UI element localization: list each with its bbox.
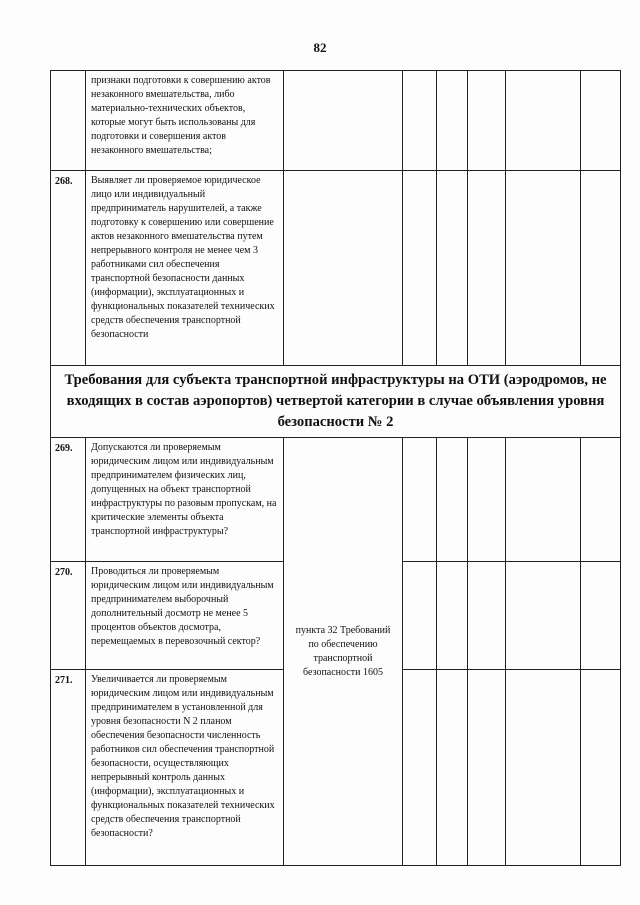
comment-cell [506, 562, 581, 670]
row-number: 268. [51, 171, 86, 366]
table-row [51, 171, 621, 366]
answer-no-cell [437, 562, 468, 670]
row-number: 270. [51, 562, 86, 670]
answer-na-cell [468, 171, 506, 366]
question-text: Увеличивается ли проверяемым юридическим лицом или индивидуальным предпринимателем в установленной для уровня безопасности N 2 планом обеспечения безопасности численность работников сил обеспечения транспортной безопасности, осуществляющих непрерывный контроль данных (информации), эксплуатационных и функциональных показателей технических средств обеспечения транспортной безопасности? [86, 670, 284, 866]
answer-na-cell [468, 670, 506, 866]
question-text: Допускаются ли проверяемым юридическим лицом или индивидуальным предпринимателем физических лиц, допущенных на объект транспортной инфраструктуры по разовым пропускам, на критические элементы объекта транспортной инфраструктуры? [86, 438, 284, 562]
row-number [51, 71, 86, 171]
question-text: признаки подготовки к совершению актов незаконного вмешательства, либо материально-технических объектов, которые могут быть использованы для подготовки и совершения актов незаконного вмешательства; [86, 71, 284, 171]
answer-no-cell [437, 171, 468, 366]
comment-cell [506, 71, 581, 171]
answer-no-cell [437, 670, 468, 866]
answer-yes-cell [403, 171, 437, 366]
comment-cell [506, 670, 581, 866]
note-cell [581, 562, 621, 670]
comment-cell [506, 171, 581, 366]
answer-yes-cell [403, 71, 437, 171]
section-heading: Требования для субъекта транспортной инфраструктуры на ОТИ (аэродромов, не входящих в состав аэропортов) четвертой категории в случае объявления уровня безопасности № 2 [51, 366, 621, 438]
comment-cell [506, 438, 581, 562]
legal-reference: пункта 32 Требований по обеспечению транспортной безопасности 1605 [284, 438, 403, 866]
table-row [51, 71, 621, 171]
section-heading-row [51, 366, 621, 438]
answer-na-cell [468, 562, 506, 670]
answer-no-cell [437, 71, 468, 171]
reference-cell [284, 71, 403, 171]
note-cell [581, 71, 621, 171]
checklist-table [50, 70, 621, 866]
answer-yes-cell [403, 562, 437, 670]
answer-no-cell [437, 438, 468, 562]
answer-na-cell [468, 438, 506, 562]
table-row [51, 438, 621, 562]
note-cell [581, 670, 621, 866]
answer-yes-cell [403, 670, 437, 866]
note-cell [581, 438, 621, 562]
note-cell [581, 171, 621, 366]
question-text: Выявляет ли проверяемое юридическое лицо или индивидуальный предприниматель нарушителей, а также подготовку к совершению или совершение актов незаконного вмешательства путем непрерывного контроля не менее чем 3 работниками сил обеспечения транспортной безопасности данных (информации), эксплуатационных и функциональных показателей технических средств обеспечения транспортной безопасности [86, 171, 284, 366]
answer-na-cell [468, 71, 506, 171]
answer-yes-cell [403, 438, 437, 562]
row-number: 269. [51, 438, 86, 562]
question-text: Проводиться ли проверяемым юридическим лицом или индивидуальным предпринимателем выборочный дополнительный досмотр не менее 5 процентов объектов досмотра, перемещаемых в перевозочный сектор? [86, 562, 284, 670]
page-number: 82 [313, 40, 327, 55]
reference-cell [284, 171, 403, 366]
row-number: 271. [51, 670, 86, 866]
